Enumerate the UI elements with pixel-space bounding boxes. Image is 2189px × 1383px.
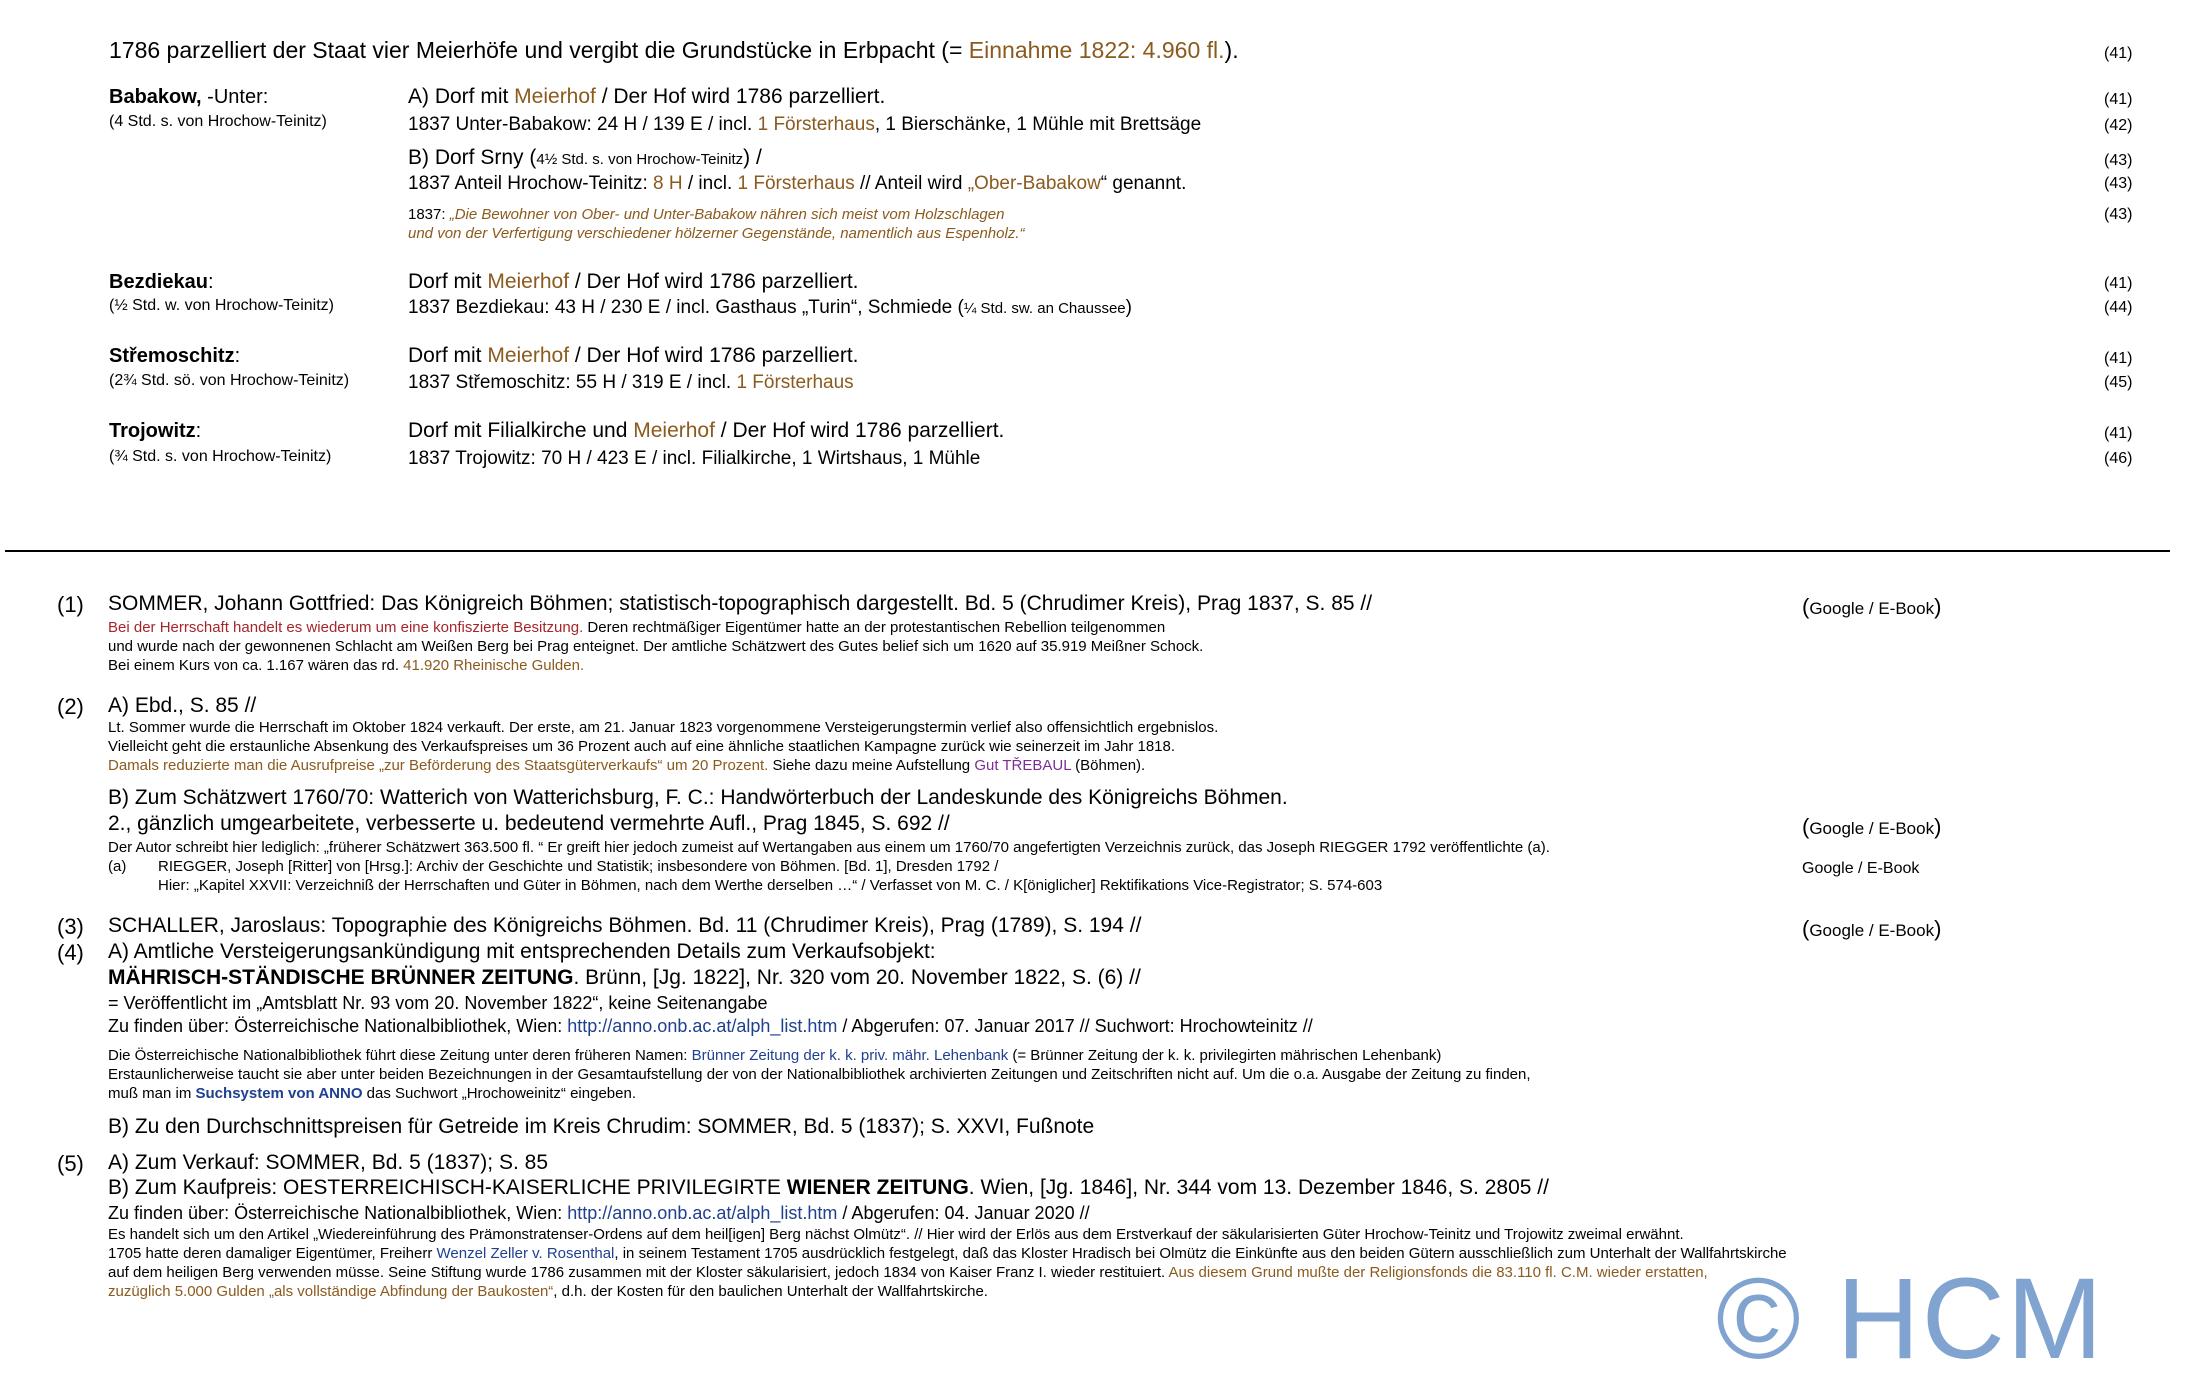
footnote-note: Der Autor schreibt hier lediglich: „früherer Schätzwert 363.500 fl. “ Er greift hier jedoch zumeist auf Wertangaben aus einem um 1760/70 angefertigten Verzeichnis zurück, das Joseph RIEGGER 1792 veröffentlichte (a). (108, 839, 1550, 856)
village-line: 1837 Anteil Hrochow-Teinitz: 8 H / incl. 1 Försterhaus // Anteil wird „Ober-Babakow“ genannt. (408, 173, 1187, 194)
village-name-trojowitz: Trojowitz: (109, 420, 202, 442)
intro-tail: ). (1224, 37, 1239, 63)
reference-number: (43) (2104, 206, 2133, 223)
reference-number: (41) (2104, 425, 2133, 442)
reference-number: (41) (2104, 275, 2133, 292)
footnote-number: (4) (57, 940, 84, 965)
sub-reference: Hier: „Kapitel XXVII: Verzeichniß der Herrschaften und Güter in Böhmen, nach dem Werthe derselben …“ / Verfasset von M. C. / K[öniglicher] Rektifikations Vice-Registrator; S. 574-603 (158, 877, 1383, 894)
footnote-number: (2) (57, 694, 84, 719)
sub-reference: RIEGGER, Joseph [Ritter] von [Hrsg.]: Archiv der Geschichte und Statistik; insbesondere von Böhmen. [Bd. 1], Dresden 1792 / (158, 858, 999, 875)
village-distance: (2¾ Std. sö. von Hrochow-Teinitz) (109, 372, 350, 389)
footnote-title: 2., gänzlich umgearbeitete, verbesserte u. bedeutend vermehrte Aufl., Prag 1845, S. 692 // (108, 812, 950, 835)
reference-number: (45) (2104, 374, 2133, 391)
village-distance: (½ Std. w. von Hrochow-Teinitz) (109, 297, 334, 314)
reference-number: (41) (2104, 91, 2133, 108)
footnote-line: Zu finden über: Österreichische Nationalbibliothek, Wien: http://anno.onb.ac.at/alph_list.htm / Abgerufen: 07. Januar 2017 // Suchwort: Hrochowteinitz // (108, 1016, 1313, 1036)
anno-link[interactable]: http://anno.onb.ac.at/alph_list.htm (567, 1203, 838, 1223)
reference-number: (43) (2104, 175, 2133, 192)
footnote-note: Erstaunlicherweise taucht sie aber unter beiden Bezeichnungen in der Gesamtaufstellung der von der Nationalbibliothek archivierten Zeitungen und Zeitschriften nicht auf. Um die o.a. Ausgabe der Zeitung zu finden, (108, 1066, 1531, 1083)
village-line: 1837 Unter-Babakow: 24 H / 139 E / incl. 1 Försterhaus, 1 Bierschänke, 1 Mühle mit Brettsäge (408, 114, 1202, 135)
footnote-note: 1705 hatte deren damaliger Eigentümer, Freiherr Wenzel Zeller v. Rosenthal, in seinem Testament 1705 ausdrücklich festgelegt, daß das Kloster Hradisch bei Olmütz die Einkünfte aus den beiden Gütern ausschließlich zum Unterhalt der Wallfahrtskirche (108, 1245, 1787, 1262)
footnote-note: Lt. Sommer wurde die Herrschaft im Oktober 1824 verkauft. Der erste, am 21. Januar 1823 vorgenommene Versteigerungstermin verlief also offensichtlich ergebnislos. (108, 719, 1219, 736)
quote-line: und von der Verfertigung verschiedener hölzerner Gegenstände, namentlich aus Espenholz.“ (408, 225, 1025, 242)
section-divider (5, 550, 2170, 552)
footnote-title: SCHALLER, Jaroslaus: Topographie des Königreichs Böhmen. Bd. 11 (Chrudimer Kreis), Prag (1789), S. 194 // (108, 914, 1142, 937)
footnote-note: Bei einem Kurs von ca. 1.167 wären das rd. 41.920 Rheinische Gulden. (108, 657, 585, 674)
footnote-title: A) Ebd., S. 85 // (108, 694, 257, 717)
reference-number: (41) (2104, 45, 2133, 62)
footnote-title: B) Zu den Durchschnittspreisen für Getreide im Kreis Chrudim: SOMMER, Bd. 5 (1837); S. XXVI, Fußnote (108, 1115, 1095, 1138)
village-line: 1837 Bezdiekau: 43 H / 230 E / incl. Gasthaus „Turin“, Schmiede (¼ Std. sw. an Chaussee) (408, 297, 1132, 318)
village-line: Dorf mit Filialkirche und Meierhof / Der Hof wird 1786 parzelliert. (408, 419, 1005, 442)
footnote-title: A) Amtliche Versteigerungsankündigung mit entsprechenden Details zum Verkaufsobjekt: (108, 940, 936, 963)
footnote-note: Vielleicht geht die erstaunliche Absenkung des Verkaufspreises um 36 Prozent auch auf eine ähnliche staatlichen Kampagne zurück wie seinerzeit im Jahr 1818. (108, 738, 1176, 755)
sub-reference-label: (a) (108, 858, 127, 875)
footnote-number: (1) (57, 592, 84, 617)
reference-number: (46) (2104, 450, 2133, 467)
footnote-line: Zu finden über: Österreichische Nationalbibliothek, Wien: http://anno.onb.ac.at/alph_list.htm / Abgerufen: 04. Januar 2020 // (108, 1203, 1090, 1223)
intro-line (109, 37, 1239, 64)
footnote-note: Die Österreichische Nationalbibliothek führt diese Zeitung unter deren früheren Namen: Brünner Zeitung der k. k. priv. mähr. Lehenbank (= Brünner Zeitung der k. k. privilegirten mährischen Lehenbank) (108, 1047, 1442, 1064)
village-line: B) Dorf Srny (4½ Std. s. von Hrochow-Teinitz) / (408, 146, 762, 169)
zeitung-link[interactable]: Brünner Zeitung der k. k. priv. mähr. Lehenbank (691, 1047, 1009, 1064)
reference-number: (41) (2104, 350, 2133, 367)
footnote-number: (5) (57, 1151, 84, 1176)
village-line: Dorf mit Meierhof / Der Hof wird 1786 parzelliert. (408, 270, 859, 293)
footnote-note: zuzüglich 5.000 Gulden „als vollständige Abfindung der Baukosten“, d.h. der Kosten für den baulichen Unterhalt der Wallfahrtskirche. (108, 1283, 988, 1300)
footnote-line: = Veröffentlicht im „Amtsblatt Nr. 93 vom 20. November 1822“, keine Seitenangabe (108, 993, 768, 1013)
footnote-title: MÄHRISCH-STÄNDISCHE BRÜNNER ZEITUNG. Brünn, [Jg. 1822], Nr. 320 vom 20. November 1822, S. (6) // (108, 966, 1141, 989)
footnote-note: auf dem heiligen Berg verwenden müsse. Seine Stiftung wurde 1786 zusammen mit der Kloster säkularisiert, jedoch 1834 von Kaiser Franz I. wieder restituiert. Aus diesem Grund mußte der Religionsfonds die 83.110 fl. C.M. wieder erstatten, (108, 1264, 1708, 1281)
village-name-stremoschitz: Střemoschitz: (109, 345, 241, 367)
village-distance: (4 Std. s. von Hrochow-Teinitz) (109, 113, 327, 130)
footnote-note: Damals reduzierte man die Ausrufpreise „zur Beförderung des Staatsgüterverkaufs“ um 20 Prozent. Siehe dazu meine Aufstellung Gut TŘEBAUL (Böhmen). (108, 757, 1146, 774)
footnote-note: Es handelt sich um den Artikel „Wiedereinführung des Prämonstratenser-Ordens auf dem heil[igen] Berg nächst Olmütz“. // Hier wird der Erlös aus dem Erstverkauf der säkularisierten Güter Hrochow-Teinitz und Trojowitz zweimal erwähnt. (108, 1226, 1684, 1243)
village-line: 1837 Střemoschitz: 55 H / 319 E / incl. 1 Försterhaus (408, 372, 854, 393)
anno-search-link[interactable]: Suchsystem von ANNO (195, 1085, 363, 1102)
reference-number: (42) (2104, 117, 2133, 134)
footnote-title: SOMMER, Johann Gottfried: Das Königreich Böhmen; statistisch-topographisch dargestellt. Bd. 5 (Chrudimer Kreis), Prag 1837, S. 85 // (108, 592, 1373, 615)
footnote-title: A) Zum Verkauf: SOMMER, Bd. 5 (1837); S. 85 (108, 1151, 548, 1174)
copyright-watermark: © HCM (1716, 1255, 2105, 1383)
village-distance: (¾ Std. s. von Hrochow-Teinitz) (109, 448, 332, 465)
anno-link[interactable]: http://anno.onb.ac.at/alph_list.htm (567, 1016, 838, 1036)
village-name-babakow: Babakow, -Unter: (109, 86, 269, 108)
source-label: (Google / E-Book) (1802, 916, 1942, 941)
footnote-note: und wurde nach der gewonnenen Schlacht am Weißen Berg bei Prag enteignet. Der amtliche Schätzwert des Gutes belief sich um 1620 auf 35.919 Meißner Schock. (108, 638, 1204, 655)
footnote-title: B) Zum Kaufpreis: OESTERREICHISCH-KAISERLICHE PRIVILEGIRTE WIENER ZEITUNG. Wien, [Jg. 1846], Nr. 344 vom 13. Dezember 1846, S. 2805 // (108, 1176, 1549, 1199)
reference-number: (43) (2104, 152, 2133, 169)
source-label: (Google / E-Book) (1802, 594, 1942, 619)
footnote-number: (3) (57, 914, 84, 939)
village-line: Dorf mit Meierhof / Der Hof wird 1786 parzelliert. (408, 344, 859, 367)
source-label: (Google / E-Book) (1802, 814, 1942, 839)
gut-trebaul-link[interactable]: Gut TŘEBAUL (974, 757, 1072, 774)
footnote-title: B) Zum Schätzwert 1760/70: Watterich von Watterichsburg, F. C.: Handwörterbuch der Landeskunde des Königreichs Böhmen. (108, 786, 1288, 809)
zeller-link[interactable]: Wenzel Zeller v. Rosenthal (436, 1245, 615, 1262)
quote-line: 1837: „Die Bewohner von Ober- und Unter-Babakow nähren sich meist vom Holzschlagen (408, 206, 1005, 223)
source-label: Google / E-Book (1802, 860, 1920, 877)
intro-text: 1786 parzelliert der Staat vier Meierhöfe und vergibt die Grundstücke in Erbpacht (= (109, 37, 969, 63)
village-line: A) Dorf mit Meierhof / Der Hof wird 1786 parzelliert. (408, 85, 886, 108)
village-name-bezdiekau: Bezdiekau: (109, 271, 214, 293)
reference-number: (44) (2104, 299, 2133, 316)
village-line: 1837 Trojowitz: 70 H / 423 E / incl. Filialkirche, 1 Wirtshaus, 1 Mühle (408, 448, 981, 469)
intro-highlight: Einnahme 1822: 4.960 fl. (968, 37, 1225, 63)
footnote-note: muß man im Suchsystem von ANNO das Suchwort „Hrochoweinitz“ eingeben. (108, 1085, 636, 1102)
footnote-note: Bei der Herrschaft handelt es wiederum um eine konfiszierte Besitzung. Deren rechtmäßiger Eigentümer hatte an der protestantischen Rebellion teilgenommen (108, 619, 1166, 636)
